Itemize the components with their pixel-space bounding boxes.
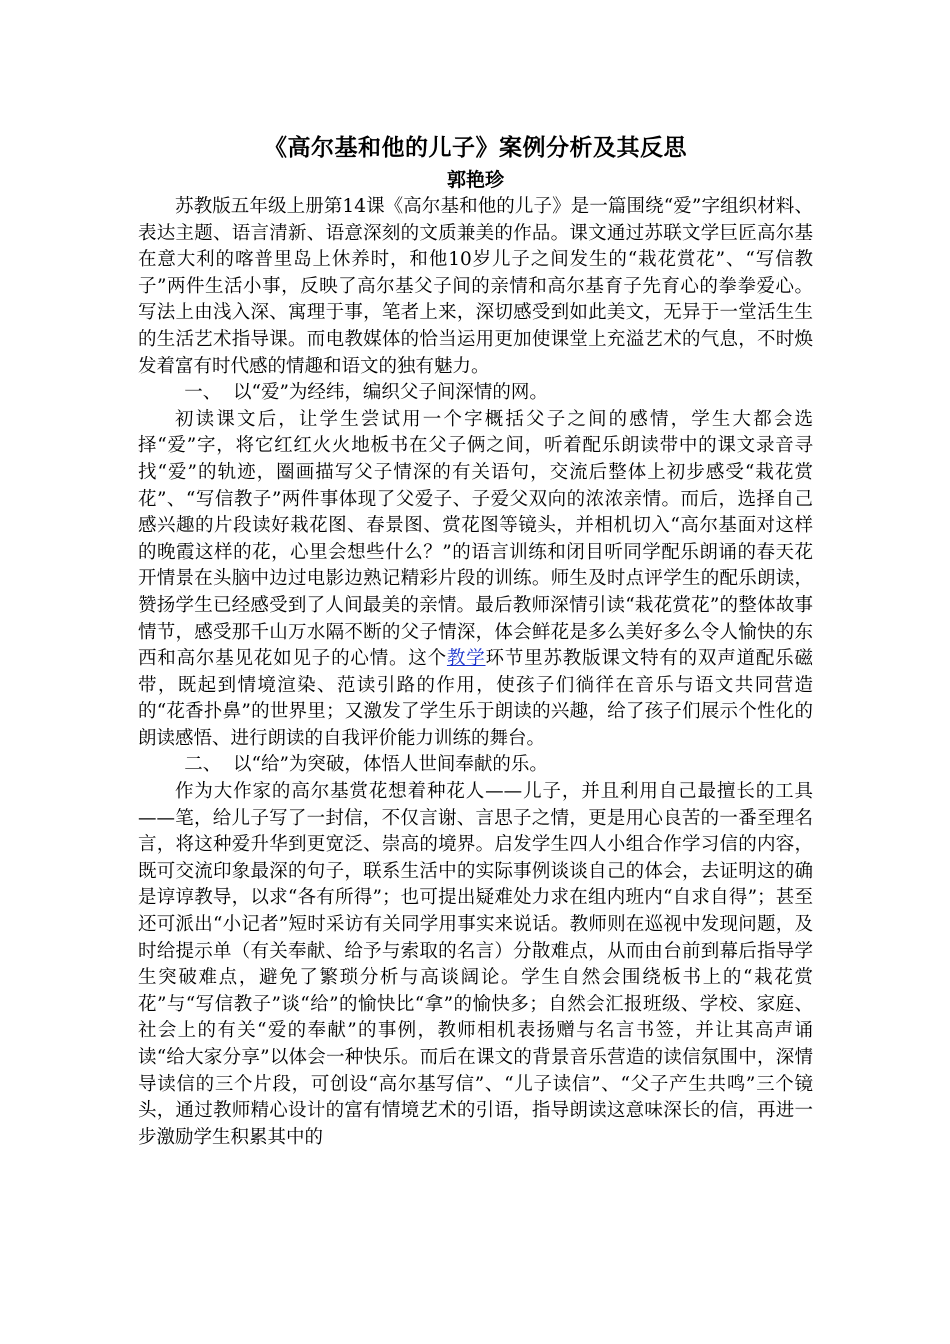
section1-text-part2: 环节里苏教版课文特有的双声道配乐磁带，既起到情境渲染、范读引路的作用，使孩子们徜徉在音乐与语文共同营造的“花香扑鼻”的世界里；又激发了学生乐于朗读的兴趣，给了孩子们展示个性化的朗读感悟、进行朗读的自我评价能力训练的舞台。	[138, 648, 813, 749]
section2-paragraph: 作为大作家的高尔基赏花想着种花人——儿子，并且利用自己最擅长的工具——笔，给儿子写了一封信，不仅言谢、言思子之情，更是用心良苦的一番至理名言，将这种爱升华到更宽泛、崇高的境界。启发学生四人小组合作学习信的内容，既可交流印象最深的句子，联系生活中的实际事例谈谈自己的体会，去证明这的确是谆谆教导，以求“各有所得”；也可提出疑难处力求在组内班内“自求自得”；甚至还可派出“小记者”短时采访有关同学用事实来说话。教师则在巡视中发现问题，及时给提示单（有关奉献、给予与索取的名言）分散难点，从而由台前到幕后指导学生突破难点，避免了繁琐分析与高谈阔论。学生自然会围绕板书上的“栽花赏花”与“写信教子”谈“给”的愉快比“拿”的愉快多；自然会汇报班级、学校、家庭、社会上的有关“爱的奉献”的事例，教师相机表扬赠与名言书签，并让其高声诵读“给大家分享”以体会一种快乐。而后在课文的背景音乐营造的读信氛围中，深情导读信的三个片段，可创设“高尔基写信”、“儿子读信”、“父子产生共鸣”三个镜头，通过教师精心设计的富有情境艺术的引语，指导朗读这意味深长的信，再进一步激励学生积累其中的	[138, 781, 813, 1148]
section-heading-2: 二、 以“给”为突破，体悟人世间奉献的乐。	[184, 754, 548, 776]
intro-paragraph: 苏教版五年级上册第14课《高尔基和他的儿子》是一篇围绕“爱”字组织材料、表达主题、语言清新、语意深刻的文质兼美的作品。课文通过苏联文学巨匠高尔基在意大利的喀普里岛上休养时，和他10岁儿子之间发生的“栽花赏花”、“写信教子”两件生活小事，反映了高尔基父子间的亲情和高尔基育子先育心的拳拳爱心。写法上由浅入深、寓理于事，笔者上来，深切感受到如此美文，无异于一堂活生生的生活艺术指导课。而电教媒体的恰当运用更加使课堂上充溢艺术的气息，不时焕发着富有时代感的情趣和语文的独有魅力。	[138, 196, 813, 377]
teaching-link[interactable]: 教学	[446, 648, 486, 670]
document-page	[138, 130, 813, 1151]
document-title: 《高尔基和他的儿子》案例分析及其反思	[264, 134, 687, 161]
section1-text-part1: 初读课文后，让学生尝试用一个字概括父子之间的感情，学生大都会选择“爱”字，将它红红火火地板书在父子俩之间，听着配乐朗读带中的课文录音寻找“爱”的轨迹，圈画描写父子情深的有关语句，交流后整体上初步感受“栽花赏花”、“写信教子”两件事体现了父爱子、子爱父双向的浓浓亲情。而后，选择自己感兴趣的片段读好栽花图、春景图、赏花图等镜头，并相机切入“高尔基面对这样的晚霞这样的花，心里会想些什么？”的语言训练和闭目听同学配乐朗诵的春天花开情景在头脑中边过电影边熟记精彩片段的训练。师生及时点评学生的配乐朗读，赞扬学生已经感受到了人间最美的亲情。最后教师深情引读“栽花赏花”的整体故事情节，感受那千山万水隔不断的父子情深，体会鲜花是多么美好多么令人愉快的东西和高尔基见花如见子的心情。这个	[138, 408, 813, 670]
author-name: 郭艳珍	[446, 169, 504, 191]
section1-paragraph	[138, 407, 813, 753]
section-heading-1: 一、 以“爱”为经纬，编织父子间深情的网。	[184, 382, 548, 404]
